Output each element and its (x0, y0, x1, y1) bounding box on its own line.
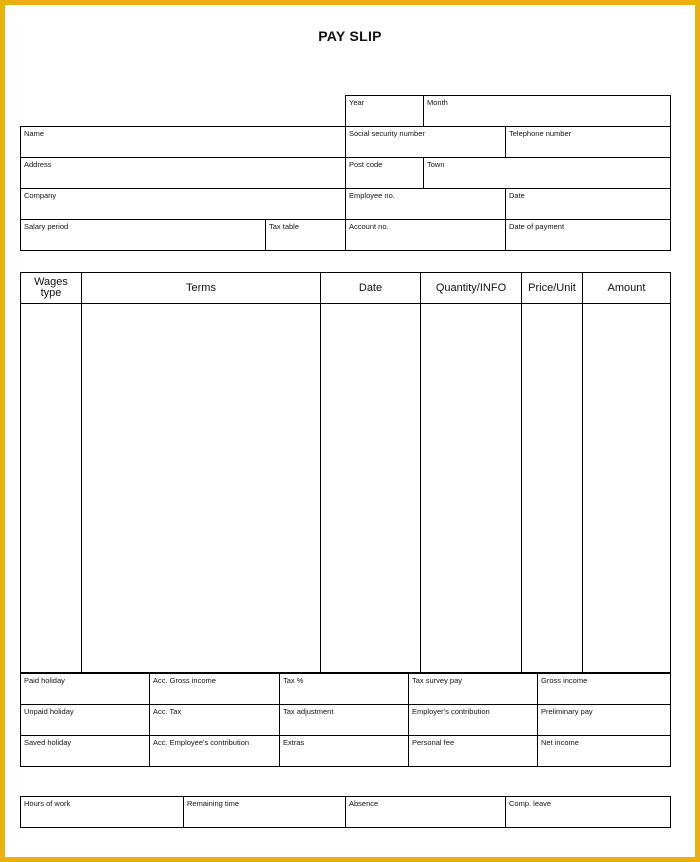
tax-percent-field[interactable]: Tax % (280, 674, 409, 705)
summary-table (20, 673, 671, 767)
salary-period-field[interactable]: Salary period (21, 220, 266, 251)
column-header-terms: Terms (82, 273, 321, 304)
price-unit-cell[interactable] (522, 304, 583, 673)
wages-type-cell[interactable] (21, 304, 82, 673)
telephone-number-field[interactable]: Telephone number (506, 127, 671, 158)
date-field[interactable]: Date (506, 189, 671, 220)
saved-holiday-field[interactable]: Saved holiday (21, 736, 150, 767)
employers-contribution-field[interactable]: Employer's contribution (409, 705, 538, 736)
wages-table (20, 272, 671, 673)
month-field[interactable]: Month (424, 96, 671, 127)
personal-fee-field[interactable]: Personal fee (409, 736, 538, 767)
acc-gross-income-field[interactable]: Acc. Gross income (150, 674, 280, 705)
tax-table-field[interactable]: Tax table (266, 220, 346, 251)
column-header-date: Date (321, 273, 421, 304)
address-field[interactable]: Address (21, 158, 346, 189)
net-income-field[interactable]: Net income (538, 736, 671, 767)
company-field[interactable]: Company (21, 189, 346, 220)
gross-income-field[interactable]: Gross income (538, 674, 671, 705)
extras-field[interactable]: Extras (280, 736, 409, 767)
terms-cell[interactable] (82, 304, 321, 673)
acc-employees-contribution-field[interactable]: Acc. Employee's contribution (150, 736, 280, 767)
account-no-field[interactable]: Account no. (346, 220, 506, 251)
tax-adjustment-field[interactable]: Tax adjustment (280, 705, 409, 736)
paid-holiday-field[interactable]: Paid holiday (21, 674, 150, 705)
social-security-number-field[interactable]: Social security number (346, 127, 506, 158)
date-cell[interactable] (321, 304, 421, 673)
quantity-info-cell[interactable] (421, 304, 522, 673)
column-header-wages-type: Wages type (21, 273, 82, 304)
amount-cell[interactable] (583, 304, 671, 673)
post-code-field[interactable]: Post code (346, 158, 424, 189)
acc-tax-field[interactable]: Acc. Tax (150, 705, 280, 736)
header-info-table (20, 95, 671, 251)
document-title: PAY SLIP (318, 28, 382, 44)
year-field[interactable]: Year (346, 96, 424, 127)
date-of-payment-field[interactable]: Date of payment (506, 220, 671, 251)
absence-field[interactable]: Absence (346, 797, 506, 828)
town-field[interactable]: Town (424, 158, 671, 189)
comp-leave-field[interactable]: Comp. leave (506, 797, 671, 828)
remaining-time-field[interactable]: Remaining time (184, 797, 346, 828)
tax-survey-pay-field[interactable]: Tax survey pay (409, 674, 538, 705)
column-header-price-unit: Price/Unit (522, 273, 583, 304)
column-header-quantity-info: Quantity/INFO (421, 273, 522, 304)
preliminary-pay-field[interactable]: Preliminary pay (538, 705, 671, 736)
time-summary-table (20, 796, 671, 828)
hours-of-work-field[interactable]: Hours of work (21, 797, 184, 828)
name-field[interactable]: Name (21, 127, 346, 158)
employee-no-field[interactable]: Employee no. (346, 189, 506, 220)
unpaid-holiday-field[interactable]: Unpaid holiday (21, 705, 150, 736)
column-header-amount: Amount (583, 273, 671, 304)
